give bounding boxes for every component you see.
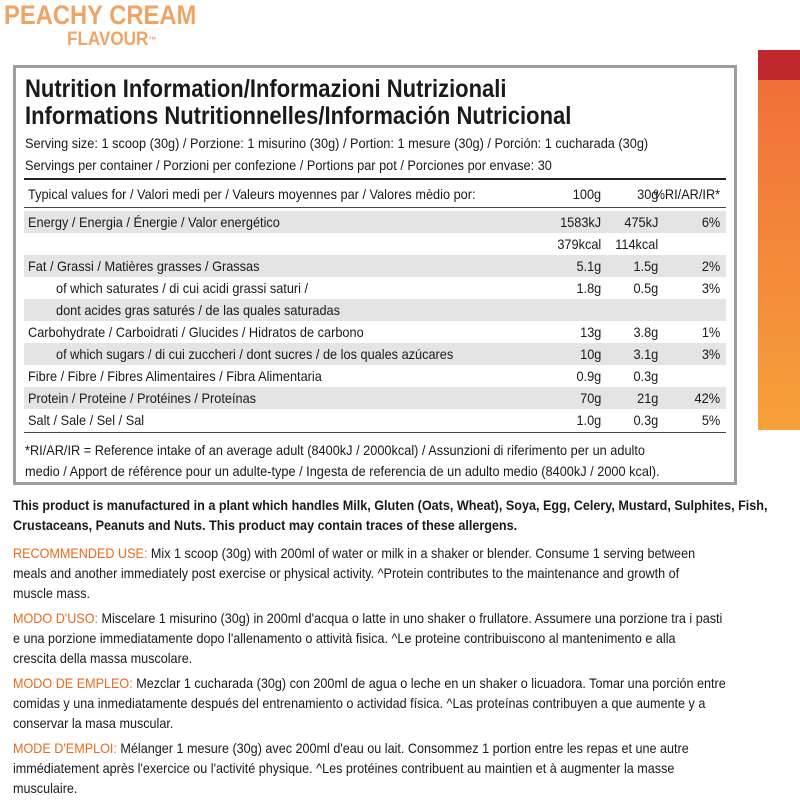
allergen-line1: This product is manufactured in a plant which handles Milk, Gluten (Oats, Wheat), Soya, Egg, Celery, Mustard, Sulphites, Fish, [13,497,768,513]
usage-line: immédiatement après l'exercice ou l'activité physique. ^Les protéines contribuent au maintien et à augmenter la masse [13,760,675,776]
table-top-rule [24,178,726,180]
header-label: Typical values for / Valori medi per / Valeurs moyennes par / Valores mèdio por: [28,186,476,202]
usage-heading: MODO D'USO: [13,610,99,626]
value-ri-percent: 2% [701,258,720,274]
footnote-line1: *RI/AR/IR = Reference intake of an average adult (8400kJ / 2000kcal) / Assunzioni di riferimento per un adulto [25,442,646,458]
serving-size: Serving size: 1 scoop (30g) / Porzione: 1 misurino (30g) / Portion: 1 mesure (30g) / Porción: 1 cucharada (30g) [25,135,649,151]
nutrition-row [24,321,726,343]
value-per-100g: 1583kJ [559,214,601,230]
usage-heading: RECOMMENDED USE: [13,545,148,561]
flavour-subtitle [67,30,156,50]
ri-footnote [25,440,660,482]
nutrition-row [24,409,726,431]
usage-line: crescita della massa muscolare. [13,650,193,666]
value-per-30g: 0.3g [633,368,658,384]
usage-french [13,738,751,798]
value-per-100g: 1.8g [576,280,601,296]
decorative-stripe-red [758,50,800,80]
value-ri-percent: 3% [701,346,720,362]
value-ri-percent: 5% [701,412,720,428]
nutrition-title-line2: Informations Nutritionnelles/Información Nutricional [25,102,572,130]
usage-spanish [13,673,751,733]
usage-english [13,543,751,603]
value-per-30g: 3.1g [633,346,658,362]
value-per-100g: 10g [579,346,601,362]
value-per-30g: 21g [636,390,658,406]
nutrient-label: Carbohydrate / Carboidrati / Glucides / Hidratos de carbono [28,324,364,340]
usage-italian [13,608,751,668]
nutrient-label: dont acides gras saturés / de las quales saturadas [56,302,340,318]
nutrient-label: Protein / Proteine / Protéines / Proteínas [28,390,257,406]
header-col-ri: %RI/AR/IR* [653,186,720,202]
value-per-100g: 13g [579,324,601,340]
flavour-sub-text: FLAVOUR [67,29,149,50]
header-col-30g: 30g [636,186,658,202]
trademark-symbol: ™ [148,35,157,45]
footnote-line2: medio / Apport de référence pour un adulte-type / Ingesta de referencia de un adulto medio (8400kJ / 2000 kcal). [25,463,660,479]
value-per-30g: 1.5g [633,258,658,274]
nutrition-row [24,365,726,387]
flavour-name: PEACHY CREAM [4,0,197,30]
value-per-30g: 0.3g [633,412,658,428]
value-per-100g: 1.0g [576,412,601,428]
header-rule [24,207,726,208]
usage-line: musculaire. [13,780,78,796]
nutrition-title [25,76,571,130]
nutrition-row [24,387,726,409]
decorative-stripe-orange [758,80,800,430]
nutrition-row [24,299,726,321]
value-per-30g: 475kJ [624,214,658,230]
value-per-100g: 0.9g [576,368,601,384]
value-per-100g: 379kcal [557,236,601,252]
usage-line: Mezclar 1 cucharada (30g) con 200ml de agua o leche en un shaker o licuadora. Tomar una porción entre [132,675,726,691]
nutrient-label: Fibre / Fibre / Fibres Alimentaires / Fibra Alimentaria [28,368,322,384]
nutrient-label: Fat / Grassi / Matières grasses / Grassas [28,258,260,274]
usage-line: meals and another immediately post exercise or physical activity. ^Protein contributes to the maintenance and growth of [13,565,680,581]
nutrition-row [24,233,726,255]
usage-heading: MODE D'EMPLOI: [13,740,117,756]
allergen-statement [13,495,768,535]
nutrition-row [24,255,726,277]
usage-line: comidas y una inmediatamente después del entrenamiento o actividad física. ^Las proteínas contribuyen a que aumente y a [13,695,706,711]
header-col-100g: 100g [572,186,601,202]
allergen-line2: Crustaceans, Peanuts and Nuts. This product may contain traces of these allergens. [13,517,518,533]
table-header-row [24,183,726,205]
usage-line: Miscelare 1 misurino (30g) in 200ml d'acqua o latte in uno shaker o frullatore. Assumere una porzione tra i pasti [98,610,723,626]
usage-line: Mélanger 1 mesure (30g) avec 200ml d'eau ou lait. Consommez 1 portion entre les repas et une autre [116,740,689,756]
nutrient-label: Salt / Sale / Sel / Sal [28,412,145,428]
usage-heading: MODO DE EMPLEO: [13,675,133,691]
nutrient-label: of which sugars / di cui zuccheri / dont sucres / de los quales azúcares [56,346,454,362]
value-per-100g: 5.1g [576,258,601,274]
value-ri-percent: 3% [701,280,720,296]
value-ri-percent: 6% [701,214,720,230]
value-per-30g: 0.5g [633,280,658,296]
usage-line: muscle mass. [13,585,91,601]
table-bottom-rule [24,432,726,433]
value-ri-percent: 1% [701,324,720,340]
nutrient-label: of which saturates / di cui acidi grassi saturi / [56,280,309,296]
value-ri-percent: 42% [694,390,720,406]
nutrient-label: Energy / Energia / Énergie / Valor energético [28,214,280,230]
nutrition-title-line1: Nutrition Information/Informazioni Nutrizionali [25,75,507,103]
value-per-30g: 114kcal [615,236,658,252]
usage-line: Mix 1 scoop (30g) with 200ml of water or milk in a shaker or blender. Consume 1 serving between [147,545,696,561]
nutrition-row [24,277,726,299]
value-per-100g: 70g [579,390,601,406]
servings-per-container: Servings per container / Porzioni per confezione / Portions par pot / Porciones por envase: 30 [25,157,552,173]
usage-line: e una porzione immediatamente dopo l'allenamento o attività fisica. ^Le proteine contribuiscono al mantenimento e alla [13,630,676,646]
nutrition-row [24,211,726,233]
usage-line: conservar la masa muscular. [13,715,174,731]
nutrition-row [24,343,726,365]
nutrition-panel [13,65,737,485]
value-per-30g: 3.8g [633,324,658,340]
